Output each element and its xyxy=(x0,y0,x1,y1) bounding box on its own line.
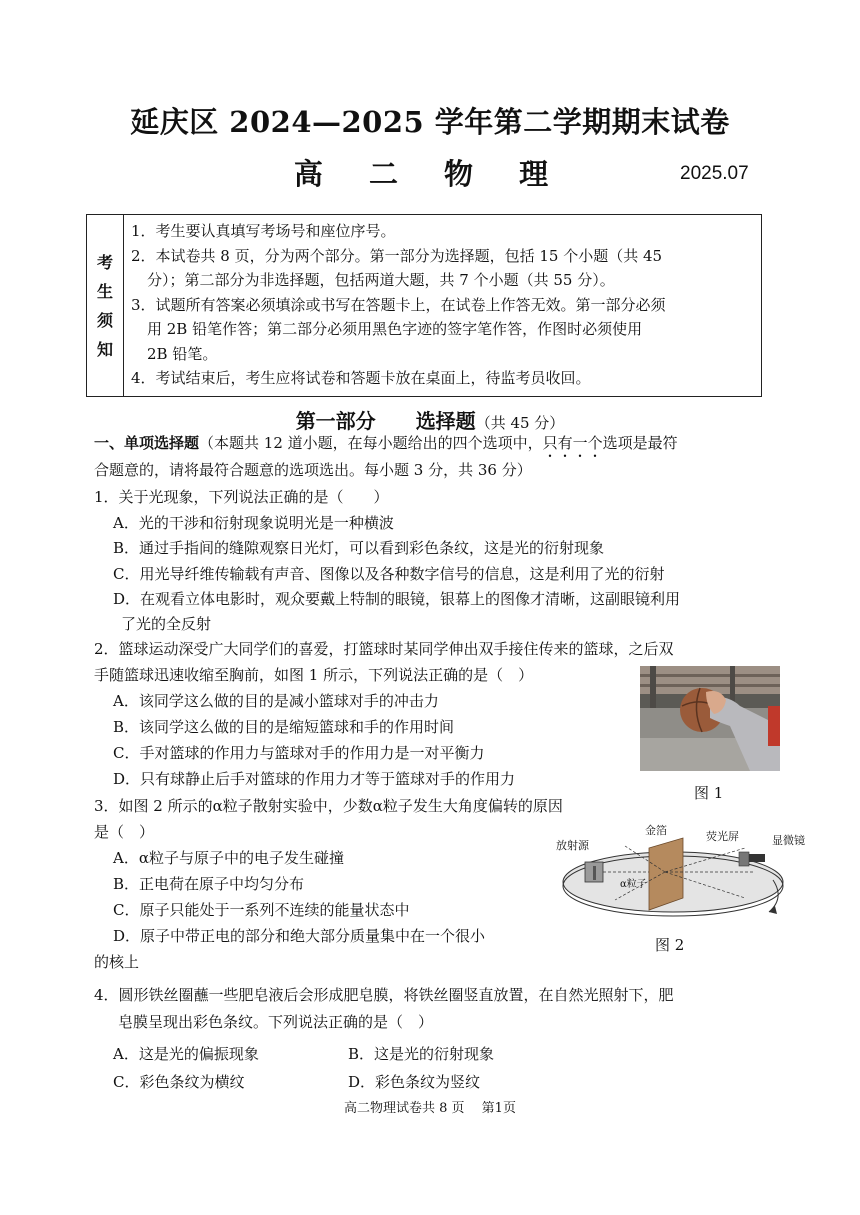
q4-option-a: A．这是光的偏振现象 xyxy=(113,1045,259,1063)
notice-item-cont: 用 2B 铅笔作答；第二部分必须用黑色字迹的签字笔作答，作图时必须使用 xyxy=(147,320,643,338)
exam-subject: 高 二 物 理 xyxy=(293,157,567,191)
label-foil: 金箔 xyxy=(645,824,667,837)
instructions-line2: 合题意的，请将最符合题意的选项选出。每小题 3 分，共 36 分） xyxy=(94,461,532,479)
q3-option-a: A．α粒子与原子中的电子发生碰撞 xyxy=(113,849,344,867)
instructions-emphasis: 只有一个 xyxy=(542,434,603,452)
notice-label xyxy=(87,215,124,396)
figure-1-caption: 图 1 xyxy=(694,784,724,802)
notice-item: 3．试题所有答案必须填涂或书写在答题卡上，在试卷上作答无效。第一部分必须 xyxy=(131,295,666,314)
exam-title: 延庆区 2024—2025 学年第二学期期末试卷 xyxy=(130,105,730,139)
section-score: （共 45 分） xyxy=(475,414,565,432)
q3-option-d: D．原子中带正电的部分和绝大部分质量集中在一个很小 xyxy=(113,927,486,945)
q2-stem-cont: 手随篮球迅速收缩至胸前，如图 1 所示，下列说法正确的是（ ） xyxy=(94,666,534,684)
section-heading xyxy=(0,405,860,434)
q2-stem: 2．篮球运动深受广大同学们的喜爱，打篮球时某同学伸出双手接住传来的篮球，之后双 xyxy=(94,640,674,658)
q4-option-b: B．这是光的衍射现象 xyxy=(348,1045,495,1063)
q2-option-d: D．只有球静止后手对篮球的作用力才等于篮球对手的作用力 xyxy=(113,770,516,788)
section-part: 第一部分 xyxy=(295,409,376,433)
label-screen: 荧光屏 xyxy=(706,830,739,843)
notice-label-char: 生 xyxy=(96,281,113,301)
notice-item: 2．本试卷共 8 页，分为两个部分。第一部分为选择题，包括 15 个小题（共 45 xyxy=(131,246,663,265)
label-alpha-particle: α粒子 xyxy=(620,879,647,890)
q4-option-d: D．彩色条纹为竖纹 xyxy=(348,1073,481,1091)
q4-stem: 4．圆形铁丝圈蘸一些肥皂液后会形成肥皂膜，将铁丝圈竖直放置，在自然光照射下，肥 xyxy=(94,986,674,1004)
q4-stem-cont: 皂膜呈现出彩色条纹。下列说法正确的是（ ） xyxy=(118,1013,434,1031)
q2-option-b: B．该同学这么做的目的是缩短篮球和手的作用时间 xyxy=(113,718,455,736)
instructions-line1 xyxy=(94,432,678,461)
section-name: 选择题 xyxy=(415,409,476,433)
instructions-text: （本题共 12 道小题，在每小题给出的四个选项中， xyxy=(199,434,543,452)
q3-option-b: B．正电荷在原子中均匀分布 xyxy=(113,875,305,893)
q1-option-d-cont: 了光的全反射 xyxy=(121,615,212,633)
q3-option-d-cont: 的核上 xyxy=(94,953,140,971)
notice-items xyxy=(131,219,755,391)
q1-option-b: B．通过手指间的缝隙观察日光灯，可以看到彩色条纹，这是光的衍射现象 xyxy=(113,539,605,557)
notice-item-cont: 分）；第二部分为非选择题，包括两道大题，共 7 个小题（共 55 分）。 xyxy=(147,271,615,289)
q1-stem: 1．关于光现象，下列说法正确的是（ ） xyxy=(94,488,389,506)
notice-label-char: 考 xyxy=(96,252,113,272)
q3-option-c: C．原子只能处于一系列不连续的能量状态中 xyxy=(113,901,410,919)
q3-stem-cont: 是（ ） xyxy=(94,823,155,841)
q2-option-a: A．该同学这么做的目的是减小篮球对手的冲击力 xyxy=(113,692,439,710)
candidate-notice-box xyxy=(86,214,762,397)
notice-item: 4．考试结束后，考生应将试卷和答题卡放在桌面上，待监考员收回。 xyxy=(131,369,591,387)
instructions-text: 选项是最符 xyxy=(602,434,678,452)
notice-label-char: 知 xyxy=(96,339,113,359)
q2-option-c: C．手对篮球的作用力与篮球对手的作用力是一对平衡力 xyxy=(113,744,485,762)
figure-2-caption: 图 2 xyxy=(655,936,685,954)
basketball-photo-illustration xyxy=(640,666,780,771)
notice-item-cont: 2B 铅笔。 xyxy=(147,344,218,363)
instructions-heading: 一、单项选择题 xyxy=(94,434,200,452)
q4-option-c: C．彩色条纹为横纹 xyxy=(113,1073,245,1091)
notice-label-char: 须 xyxy=(96,310,113,330)
page-footer: 高二物理试卷共 8 页 第1页 xyxy=(344,1101,516,1116)
figure-1-photo xyxy=(640,666,780,771)
exam-date: 2025.07 xyxy=(680,163,749,184)
q1-option-c: C．用光导纤维传输载有声音、图像以及各种数字信号的信息，这是利用了光的衍射 xyxy=(113,565,665,583)
label-source: 放射源 xyxy=(556,839,589,852)
q1-option-d: D．在观看立体电影时，观众要戴上特制的眼镜，银幕上的图像才清晰，这副眼镜利用 xyxy=(113,590,681,608)
q1-option-a: A．光的干涉和衍射现象说明光是一种横波 xyxy=(113,514,394,532)
label-microscope: 显微镜 xyxy=(772,834,805,847)
q3-stem: 3．如图 2 所示的α粒子散射实验中，少数α粒子发生大角度偏转的原因 xyxy=(94,797,563,815)
notice-item: 1．考生要认真填写考场号和座位序号。 xyxy=(131,222,396,240)
